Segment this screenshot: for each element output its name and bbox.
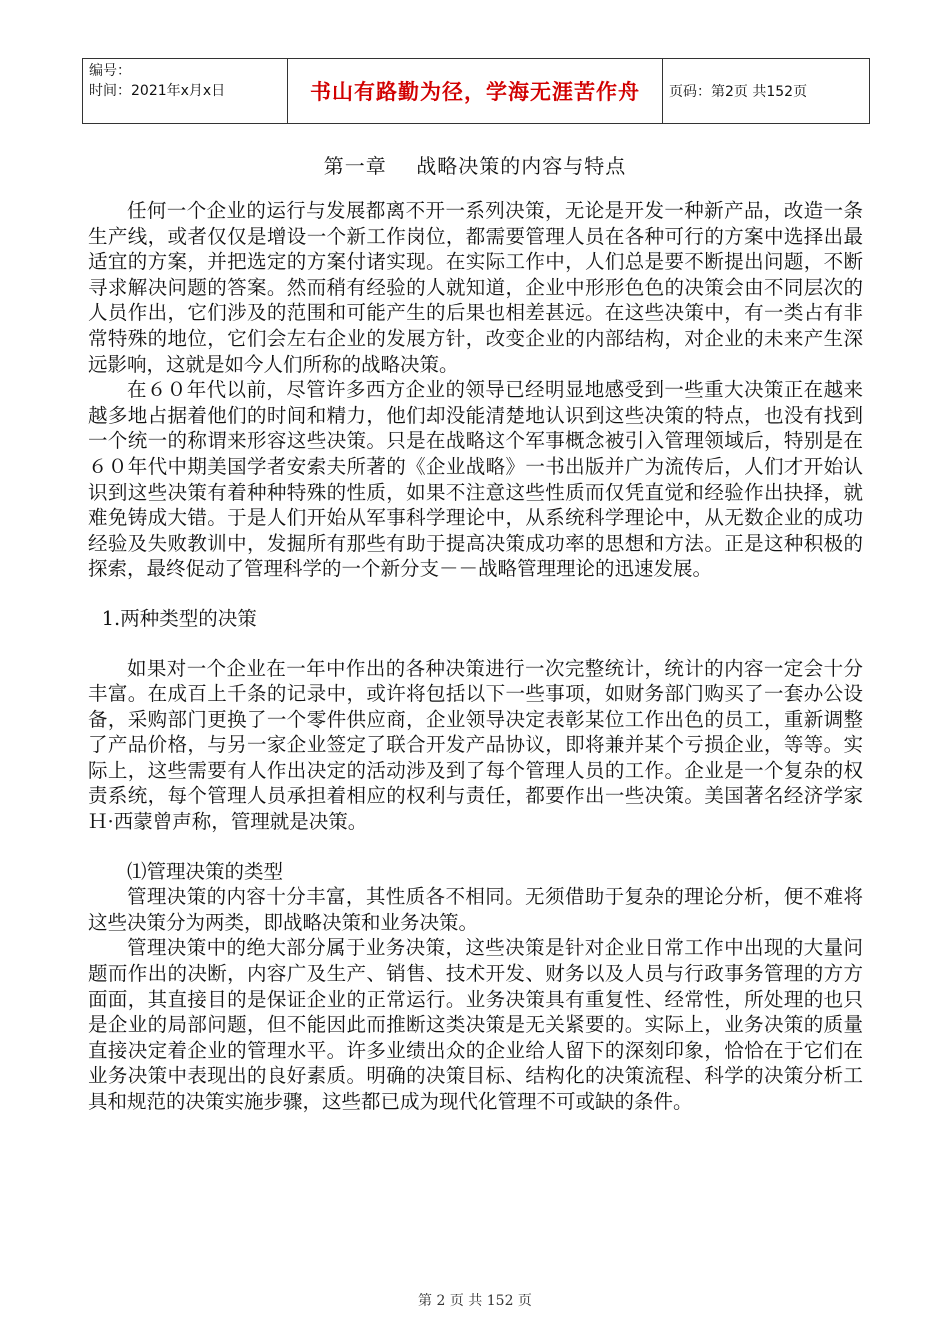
subsection-heading: ⑴管理决策的类型	[127, 859, 284, 883]
header-motto: 书山有路勤为径，学海无涯苦作舟	[288, 59, 663, 124]
paragraph: 在６０年代以前，尽管许多西方企业的领导已经明显地感受到一些重大决策正在越来越多地占据着他们的时间和精力，他们却没能清楚地认识到这些决策的特点，也没有找到一个统一的称谓来形容这些决策。只是在战略这个军事概念被引入管理领域后，特别是在６０年代中期美国学者安索夫所著的《企业战略》一书出版并广为流传后，人们才开始认识到这些决策有着种种特殊的性质，如果不注意这些性质而仅凭直觉和经验作出抉择，就难免铸成大错。于是人们开始从军事科学理论中，从系统科学理论中，从无数企业的成功经验及失败教训中，发掘所有那些有助于提高决策成功率的思想和方法。正是这种积极的探索，最终促动了管理科学的一个新分支－－战略管理理论的迅速发展。	[88, 378, 863, 581]
paragraph: 管理决策的内容十分丰富，其性质各不相同。无须借助于复杂的理论分析，便不难将这些决策分为两类，即战略决策和业务决策。	[88, 885, 863, 934]
header-meta	[83, 59, 288, 124]
paragraph: 如果对一个企业在一年中作出的各种决策进行一次完整统计，统计的内容一定会十分丰富。在成百上千条的记录中，或许将包括以下一些事项，如财务部门购买了一套办公设备，采购部门更换了一个零件供应商，企业领导决定表彰某位工作出色的员工，重新调整了产品价格，与另一家企业签定了联合开发产品协议，即将兼并某个亏损企业，等等。实际上，这些需要有人作出决定的活动涉及到了每个管理人员的工作。企业是一个复杂的权责系统，每个管理人员承担着相应的权利与责任，都要作出一些决策。美国著名经济学家Ｈ·西蒙曾声称，管理就是决策。	[88, 656, 863, 834]
page-footer: 第 2 页 共 152 页	[418, 1293, 532, 1309]
document-number-label: 编号：	[89, 63, 131, 79]
document-body	[88, 198, 863, 1115]
section-heading: 1.两种类型的决策	[101, 606, 257, 630]
paragraph: 任何一个企业的运行与发展都离不开一系列决策，无论是开发一种新产品，改造一条生产线，或者仅仅是增设一个新工作岗位，都需要管理人员在各种可行的方案中选择出最适宜的方案，并把选定的方案付诸实现。在实际工作中，人们总是要不断提出问题，不断寻求解决问题的答案。然而稍有经验的人就知道，企业中形形色色的决策会由不同层次的人员作出，它们涉及的范围和可能产生的后果也相差甚远。在这些决策中，有一类占有非常特殊的地位，它们会左右企业的发展方针，改变企业的内部结构，对企业的未来产生深远影响，这就是如今人们所称的战略决策。	[88, 199, 863, 376]
chapter-title: 第一章 战略决策的内容与特点	[323, 154, 627, 178]
page-header	[82, 58, 870, 124]
paragraph: 管理决策中的绝大部分属于业务决策，这些决策是针对企业日常工作中出现的大量问题而作出的决断，内容广及生产、销售、技术开发、财务以及人员与行政事务管理的方方面面，其直接目的是保证企业的正常运行。业务决策具有重复性、经常性，所处理的也只是企业的局部问题，但不能因此而推断这类决策是无关紧要的。实际上，业务决策的质量直接决定着企业的管理水平。许多业绩出众的企业给人留下的深刻印象，恰恰在于它们在业务决策中表现出的良好素质。明确的决策目标、结构化的决策流程、科学的决策分析工具和规范的决策实施步骤，这些都已成为现代化管理不可或缺的条件。	[88, 936, 863, 1113]
document-time-label: 时间：2021年x月x日	[89, 83, 226, 99]
header-page-label: 页码：第2页 共152页	[663, 59, 870, 124]
